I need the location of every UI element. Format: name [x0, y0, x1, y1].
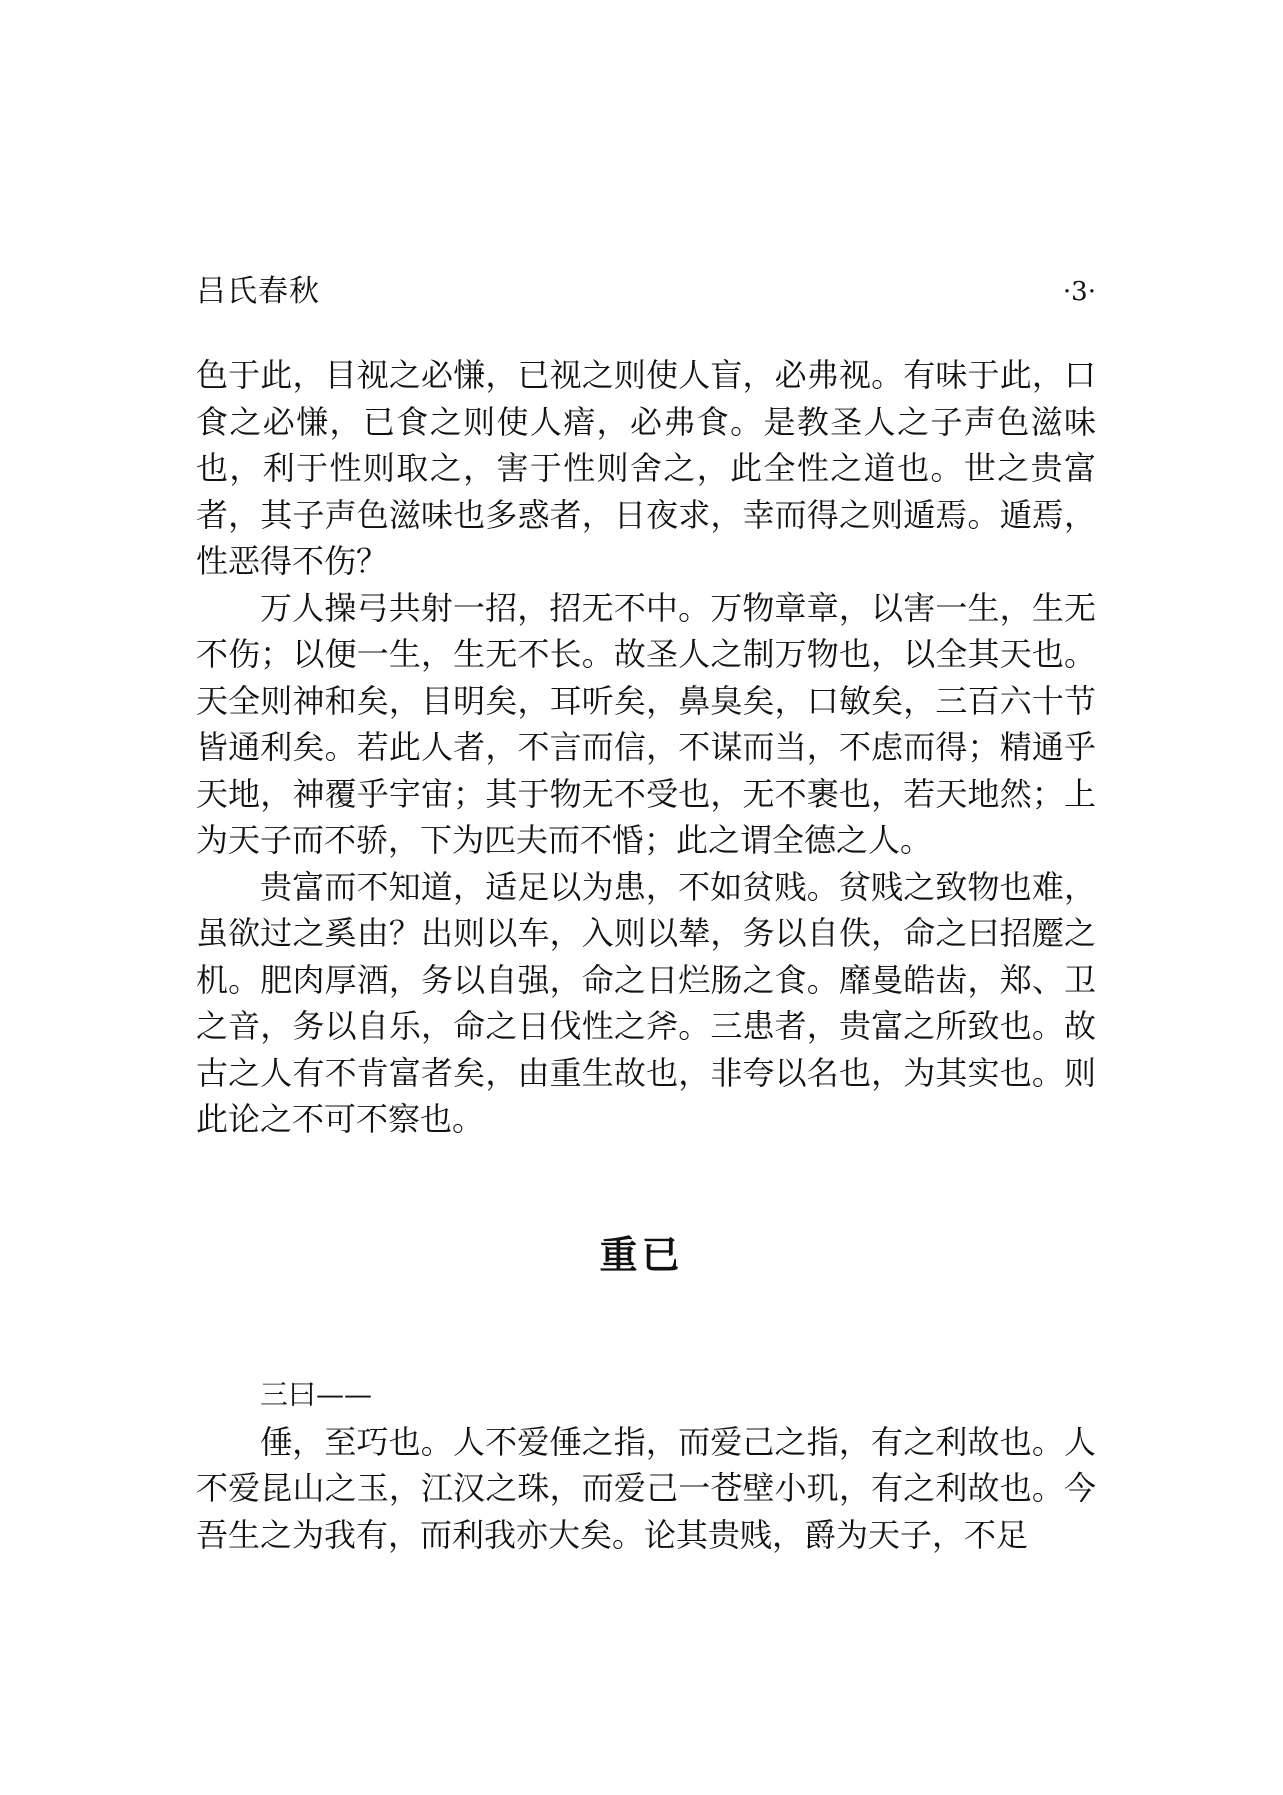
chapter-title: 重已	[599, 1233, 684, 1277]
running-header	[196, 270, 1096, 314]
section-one-text	[196, 352, 1096, 1143]
book-title: 吕氏春秋	[196, 274, 320, 309]
chapter-text	[196, 1372, 1096, 1558]
paragraph: 倕，至巧也。人不爱倕之指，而爱己之指，有之利故也。人不爱昆山之玉，江汉之珠，而爱己一苍壁小玑，有之利故也。今吾生之为我有，而利我亦大矣。论其贵贱，爵为天子，不足	[196, 1422, 1096, 1554]
page-number: ·3·	[1062, 277, 1096, 307]
paragraph: 色于此，目视之必慊，已视之则使人盲，必弗视。有味于此，口食之必慊，已食之则使人瘖，必弗食。是教圣人之子声色滋味也，利于性则取之，害于性则舍之，此全性之道也。世之贵富者，其子声色滋味也多惑者，日夜求，幸而得之则遁焉。遁焉，性恶得不伤？	[196, 356, 1096, 580]
paragraph: 贵富而不知道，适足以为患，不如贫贱。贫贱之致物也难，虽欲过之奚由？出则以车，入则以辇，务以自佚，命之曰招蹷之机。肥肉厚酒，务以自强，命之日烂肠之食。靡曼皓齿，郑、卫之音，务以自乐，命之日伐性之斧。三患者，贵富之所致也。故古之人有不肯富者矣，由重生故也，非夸以名也，为其实也。则此论之不可不察也。	[196, 867, 1096, 1138]
paragraph: 万人操弓共射一招，招无不中。万物章章，以害一生，生无不伤；以便一生，生无不长。故圣人之制万物也，以全其天也。天全则神和矣，目明矣，耳听矣，鼻臭矣，口敏矣，三百六十节皆通利矣。若此人者，不言而信，不谋而当，不虑而得；精通乎天地，神覆乎宇宙；其于物无不受也，无不裹也，若天地然；上为天子而不骄，下为匹夫而不惛；此之谓全德之人。	[196, 588, 1096, 859]
chapter-subheading: 三曰——	[260, 1378, 373, 1411]
